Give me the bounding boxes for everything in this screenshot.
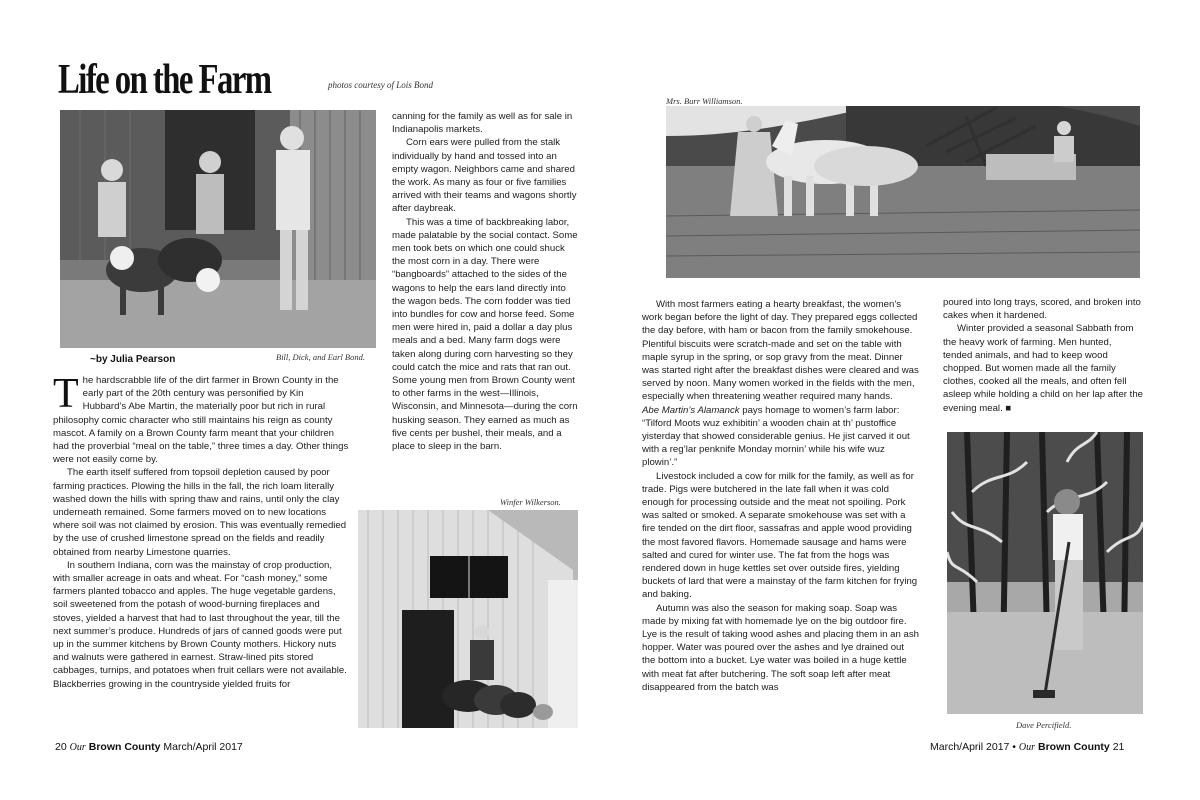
col2-paragraph-1: canning for the family as well as for sale in Indianapolis markets.	[392, 111, 573, 136]
quote-text: “Tilford Moots wuz exhibitin’ a wooden chain at th’ pustoffice yisterday that showed considerable genius. He jist carved it out with a reg’lar penknife Monday mornin’ while his wife wuz plowin’.”	[642, 417, 910, 469]
col1-p1-text: he hardscrabble life of the dirt farmer in Brown County in the early part of the 20th century was personified by Kin Hubbard’s Abe Martin, the materially poor but rich in rural philosophy comic character who still maintains his reign as county mascot. A family on a Brown County farm meant that your children had the proverbial “meal on the table,” three times a day. Other things were not easily come by.	[53, 375, 349, 466]
col4-paragraph-2: Winter provided a seasonal Sabbath from the heavy work of farming. Men hunted, tended animals, and had to keep wood chopped. But women made all the family clothes, cooked all the meals, and often fell asleep while holding a child on her lap after the evening meal. ■	[943, 323, 1144, 414]
article-title: Life on the Farm	[58, 57, 271, 103]
footer-right-brand: Brown County	[1038, 741, 1110, 753]
photo-boys-with-cattle	[60, 110, 376, 348]
text-column-1	[53, 371, 349, 691]
caption-barn: Winfer Wilkerson.	[500, 497, 561, 507]
col3-quote-paragraph	[642, 404, 920, 470]
footer-left	[55, 741, 243, 753]
photo-child-in-corn-image	[947, 432, 1143, 714]
text-column-4	[943, 296, 1143, 415]
footer-left-brand: Brown County	[88, 741, 161, 753]
text-column-2	[392, 110, 578, 453]
col2-paragraph-3: This was a time of backbreaking labor, made palatable by the social contact. Some men took bets on which one could shuck the most corn in a day. There were “bangboards” attached to the sides of the wagons to help the ears land directly into the wagon beds. The corn fodder was tied into bundles for cow and horse feed. Some men were hired in, paid a dollar a day plus meals and a bed. Many farm dogs were taken along during corn harvesting so they could catch the mice and rats that ran out. Some young men from Brown County went to other farms in the west—Illinois, Wisconsin, and Minnesota—during the corn husking season. They earned as much as five cents per bushel, their meals, and a place to sleep in the barn.	[392, 216, 578, 453]
byline: ~by Julia Pearson	[90, 354, 176, 365]
quote-lead: pays homage to women’s farm labor:	[742, 404, 900, 416]
drop-cap: T	[53, 371, 79, 417]
col2-paragraph-2: Corn ears were pulled from the stalk individually by hand and tossed into an empty wagon. Neighbors came and shared the work. As many as four or five families arrived with their teams and wagons shortly after daybreak.	[392, 137, 577, 215]
photo-horse-team-image	[666, 106, 1140, 278]
footer-right-date: March/April 2017 •	[930, 741, 1016, 753]
photo-credit: photos courtesy of Lois Bond	[328, 80, 433, 90]
col4-paragraph-1: poured into long trays, scored, and broken into cakes when it hardened.	[943, 297, 1141, 322]
footer-left-date: March/April 2017	[163, 741, 243, 753]
quote-source: Abe Martin’s Alamanck	[642, 404, 740, 416]
col3-paragraph-3: Autumn was also the season for making soap. Soap was made by mixing fat with homemade lye on the big outdoor fire. Lye is the result of taking wood ashes and placing them in an ash hopper. Water was poured over the ashes and lye drained out the bottom into a bucket. Lye water was boiled in a huge kettle with meat fat after butchering. The soft soap left after meat disappeared from the batch was	[642, 602, 919, 693]
footer-left-page-number: 20	[55, 741, 67, 753]
caption-child-in-corn: Dave Percifield.	[1016, 720, 1072, 730]
footer-right-page-number: 21	[1112, 741, 1125, 753]
text-column-3	[642, 298, 920, 694]
footer-right	[930, 741, 1124, 753]
photo-boys-with-cattle-image	[60, 110, 376, 348]
col3-paragraph-1: With most farmers eating a hearty breakfast, the women’s work began before the light of day. They prepared eggs collected the day before, with ham or bacon from the family smokehouse. Plentiful biscuits were scratch-made and set on the table with maple syrup in the spring, or sop gravy from the meat. Dinner was started right after the breakfast dishes were cleared and was served by noon. Many women worked in the fields with the men, especially when threatening weather required many hands.	[642, 299, 919, 403]
col3-paragraph-2: Livestock included a cow for milk for the family, as well as for trade. Pigs were butchered in the late fall when it was cold enough for processing outside and the meat not spoiling. Pork was salted or smoked. A separate smokehouse was set with a fire tended on the dirt floor, sassafras and apple wood providing the most favored flavors. Homemade sausage and hams were salted and cured for winter use. The fat from the hogs was rendered down in huge kettles set over outside fires, yielding buckets of lard that were a mainstay of the farm kitchen for frying and baking.	[642, 470, 918, 601]
photo-barn-with-pigs-image	[358, 510, 578, 728]
photo-horse-team	[666, 106, 1140, 278]
col1-paragraph-1	[53, 371, 349, 466]
caption-horse-team: Mrs. Burr Williamson.	[666, 96, 743, 106]
photo-barn-with-pigs	[358, 510, 578, 728]
photo-child-in-corn	[947, 432, 1143, 714]
col1-paragraph-2: The earth itself suffered from topsoil depletion caused by poor farming practices. Plowing the hills in the fall, the rich loam literally washed down the hills with spring thaw and rains, until only the clay underneath remained. Some farmers moved on to new locations where soil was not claimed by erosion. This was eventually remedied by the use of crushed limestone spread on the fields and readily obtained from nearby Limestone quarries.	[53, 467, 347, 558]
footer-left-our: Our	[69, 742, 86, 753]
caption-boys-with-cattle: Bill, Dick, and Earl Bond.	[276, 352, 366, 362]
footer-right-our: Our	[1018, 742, 1036, 753]
col1-paragraph-3: In southern Indiana, corn was the mainstay of crop production, with smaller acreage in oats and wheat. For “cash money,” some farmers planted tobacco and apples. The huge vegetable gardens, soil sweetened from the potash of wood-burning fireplaces and stoves, yielded a harvest that had to last throughout the year, till the next summer’s produce. Hundreds of jars of canned goods were put up in the summer kitchens by Brown County mothers. Hickory nuts and walnuts were gathered in earnest. Straw-lined pits stored cabbages, turnips, and potatoes when fruit cellars were not available. Blackberries growing in the countryside yielded fruits for	[53, 559, 347, 690]
